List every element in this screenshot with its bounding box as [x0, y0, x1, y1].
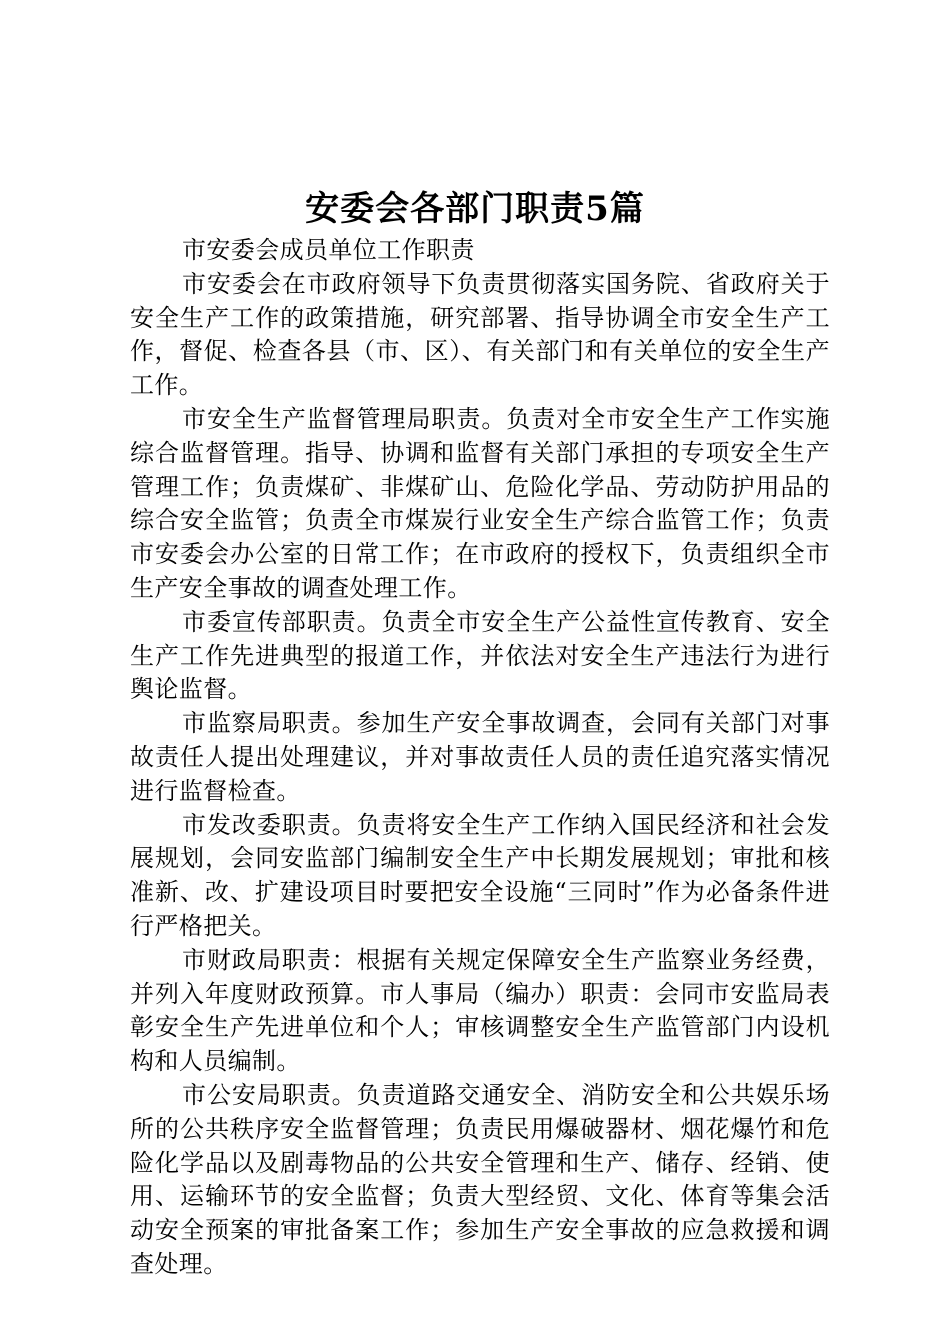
paragraph-4: 市委宣传部职责。负责全市安全生产公益性宣传教育、安全生产工作先进典型的报道工作，并依法对安全生产违法行为进行舆论监督。 [130, 607, 830, 704]
paragraph-3: 市安全生产监督管理局职责。负责对全市安全生产工作实施综合监督管理。指导、协调和监督有关部门承担的专项安全生产管理工作；负责煤矿、非煤矿山、危险化学品、劳动防护用品的综合安全监管；负责全市煤炭行业安全生产综合监管工作；负责市安委会办公室的日常工作；在市政府的授权下，负责组织全市生产安全事故的调查处理工作。 [130, 404, 830, 602]
paragraph-2: 市安委会在市政府领导下负责贯彻落实国务院、省政府关于安全生产工作的政策措施，研究部署、指导协调全市安全生产工作，督促、检查各县（市、区）、有关部门和有关单位的安全生产工作。 [130, 269, 830, 400]
paragraph-1: 市安委会成员单位工作职责 [182, 236, 475, 264]
paragraph-8: 市公安局职责。负责道路交通安全、消防安全和公共娱乐场所的公共秩序安全监督管理；负责民用爆破器材、烟花爆竹和危险化学品以及剧毒物品的公共安全管理和生产、储存、经销、使用、运输环节的安全监督；负责大型经贸、文化、体育等集会活动安全预案的审批备案工作；参加生产安全事故的应急救援和调查处理。 [130, 1080, 830, 1278]
paragraph-7: 市财政局职责：根据有关规定保障安全生产监察业务经费，并列入年度财政预算。市人事局（编办）职责：会同市安监局表彰安全生产先进单位和个人；审核调整安全生产监管部门内设机构和人员编制。 [130, 945, 830, 1076]
paragraph-6: 市发改委职责。负责将安全生产工作纳入国民经济和社会发展规划，会同安监部门编制安全生产中长期发展规划；审批和核准新、改、扩建设项目时要把安全设施“三同时”作为必备条件进行严格把关。 [130, 810, 830, 940]
document-title: 安委会各部门职责5篇 [305, 189, 645, 229]
document-body [130, 234, 830, 1282]
paragraph-5: 市监察局职责。参加生产安全事故调查，会同有关部门对事故责任人提出处理建议，并对事故责任人员的责任追究落实情况进行监督检查。 [130, 709, 830, 805]
